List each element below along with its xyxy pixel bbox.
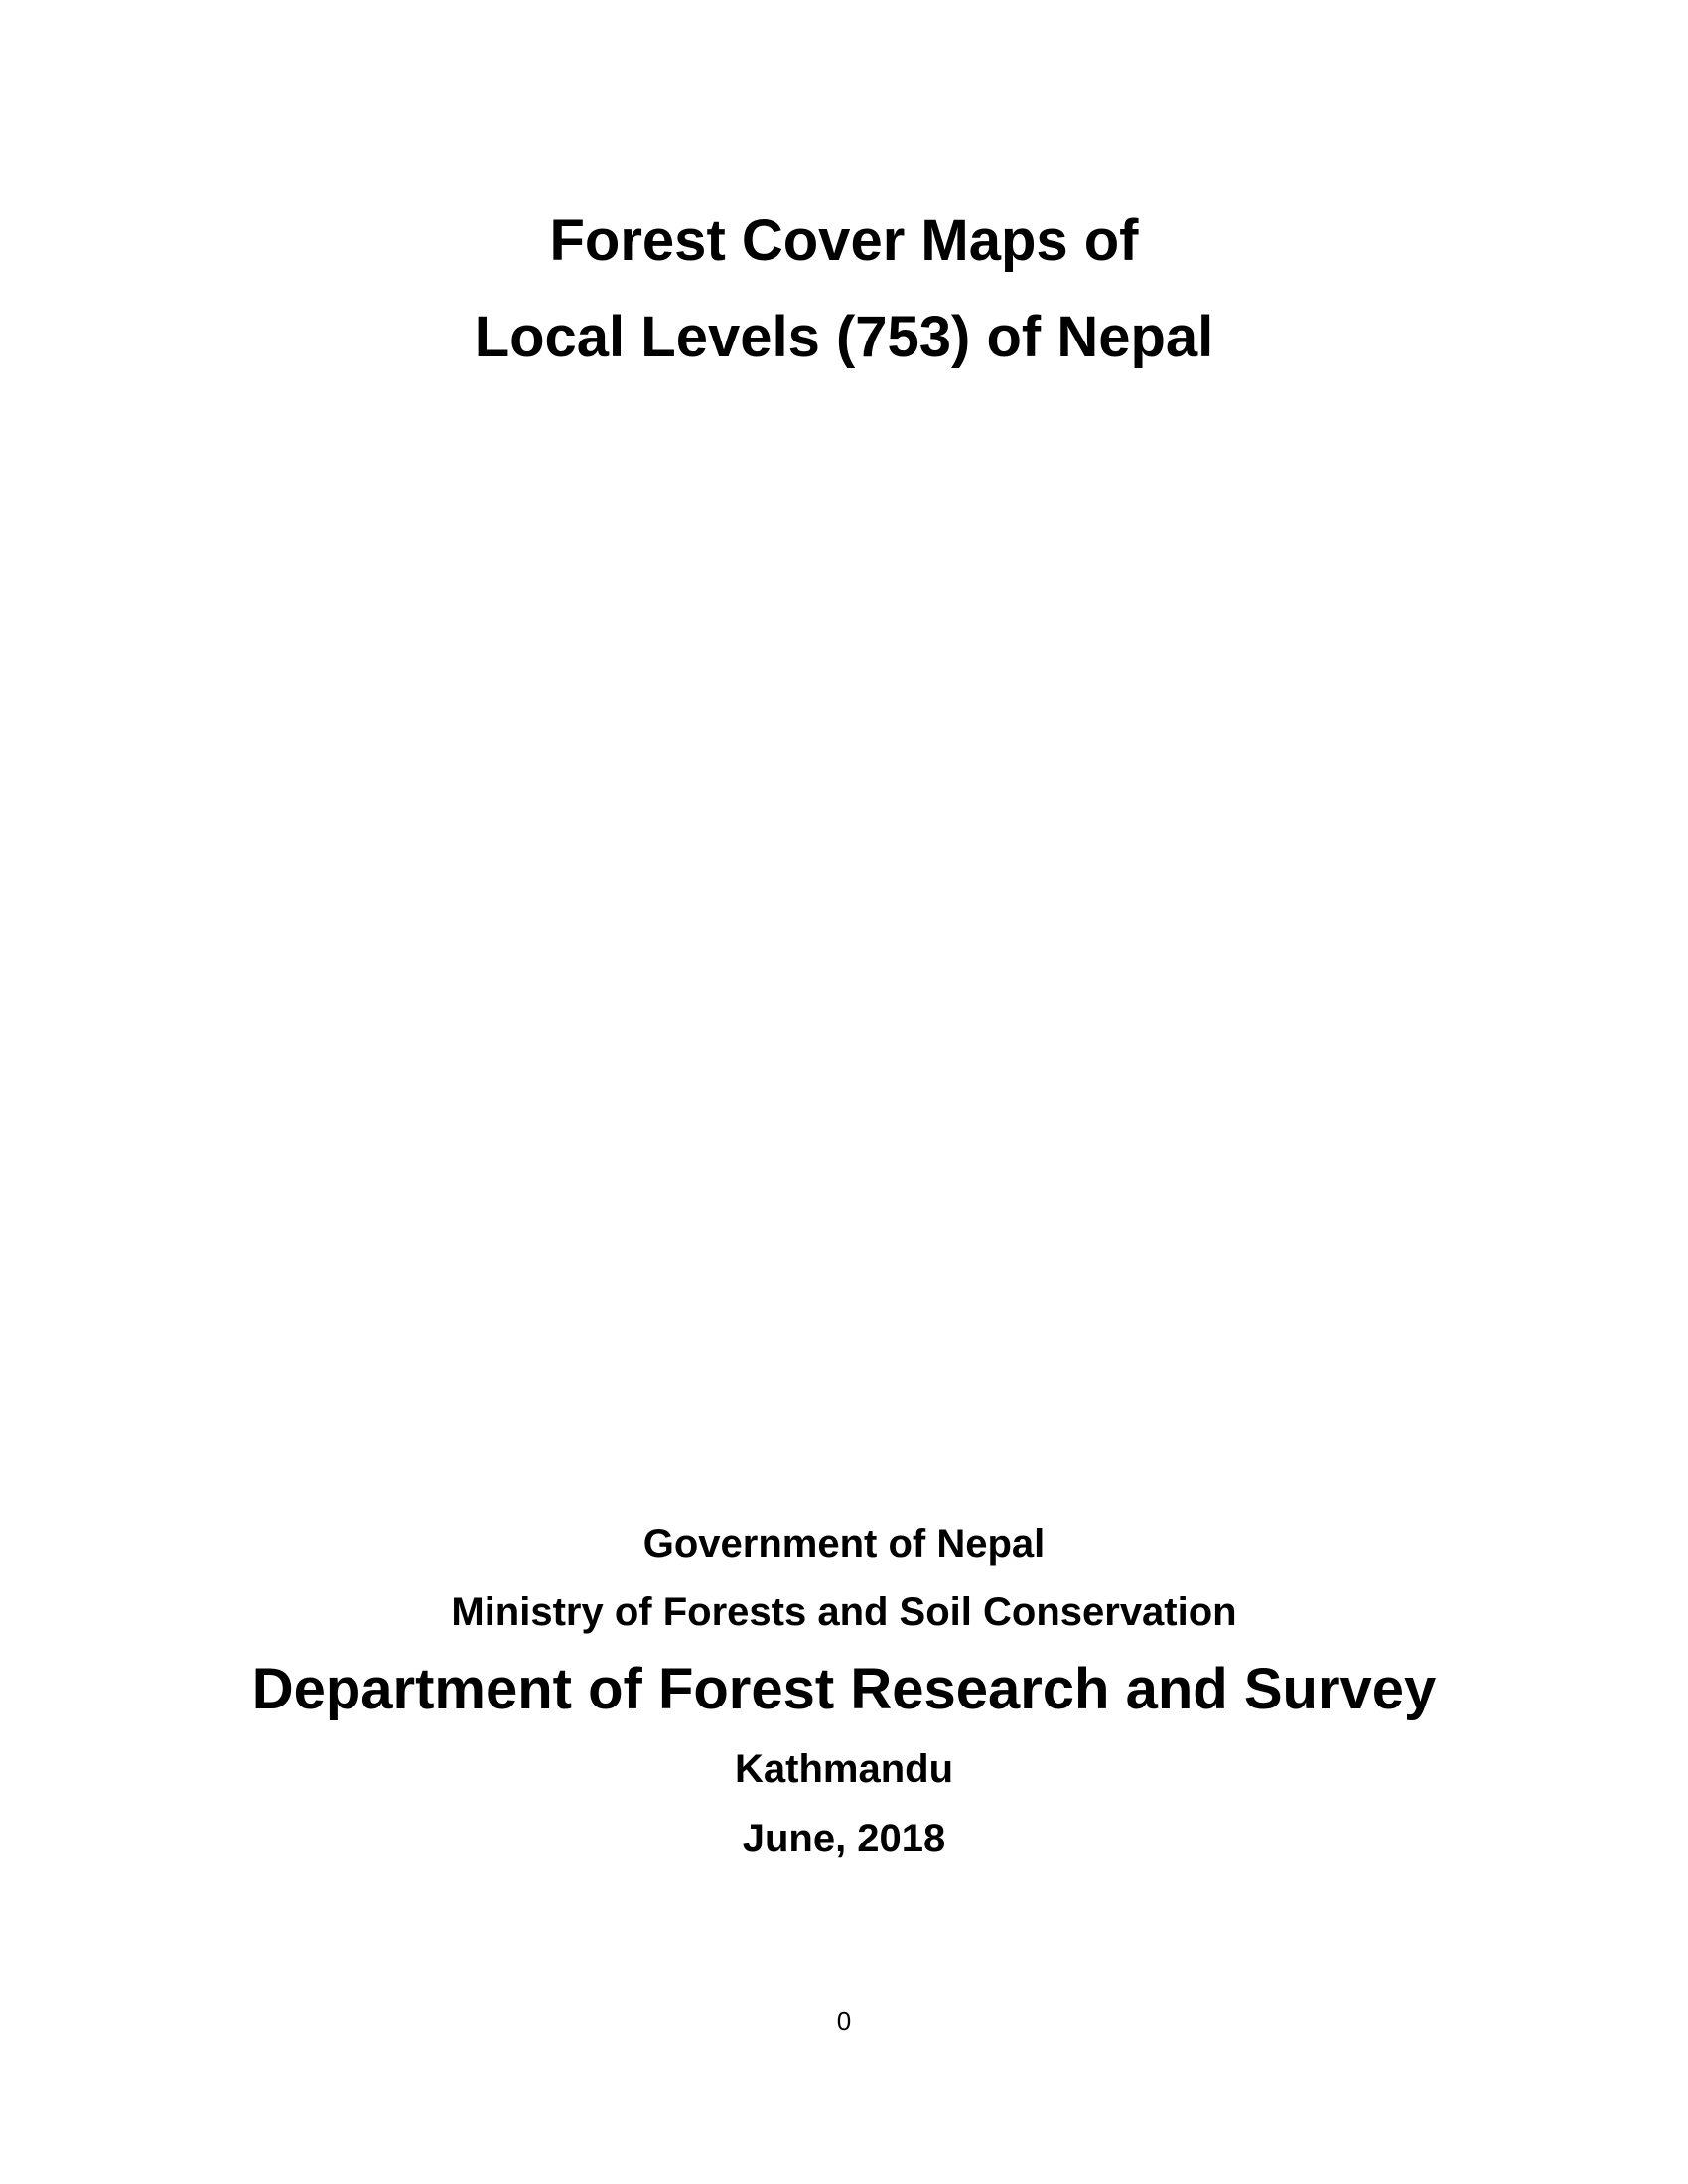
department-name: Department of Forest Research and Survey (251, 1657, 1437, 1721)
document-title-line-1: Forest Cover Maps of (549, 208, 1139, 273)
ministry-name: Ministry of Forests and Soil Conservation (451, 1590, 1237, 1634)
publication-city: Kathmandu (735, 1747, 953, 1791)
government-name: Government of Nepal (642, 1522, 1046, 1566)
document-title-line-2: Local Levels (753) of Nepal (474, 305, 1214, 369)
page-number: 0 (836, 2006, 852, 2036)
publication-date: June, 2018 (742, 1817, 946, 1860)
